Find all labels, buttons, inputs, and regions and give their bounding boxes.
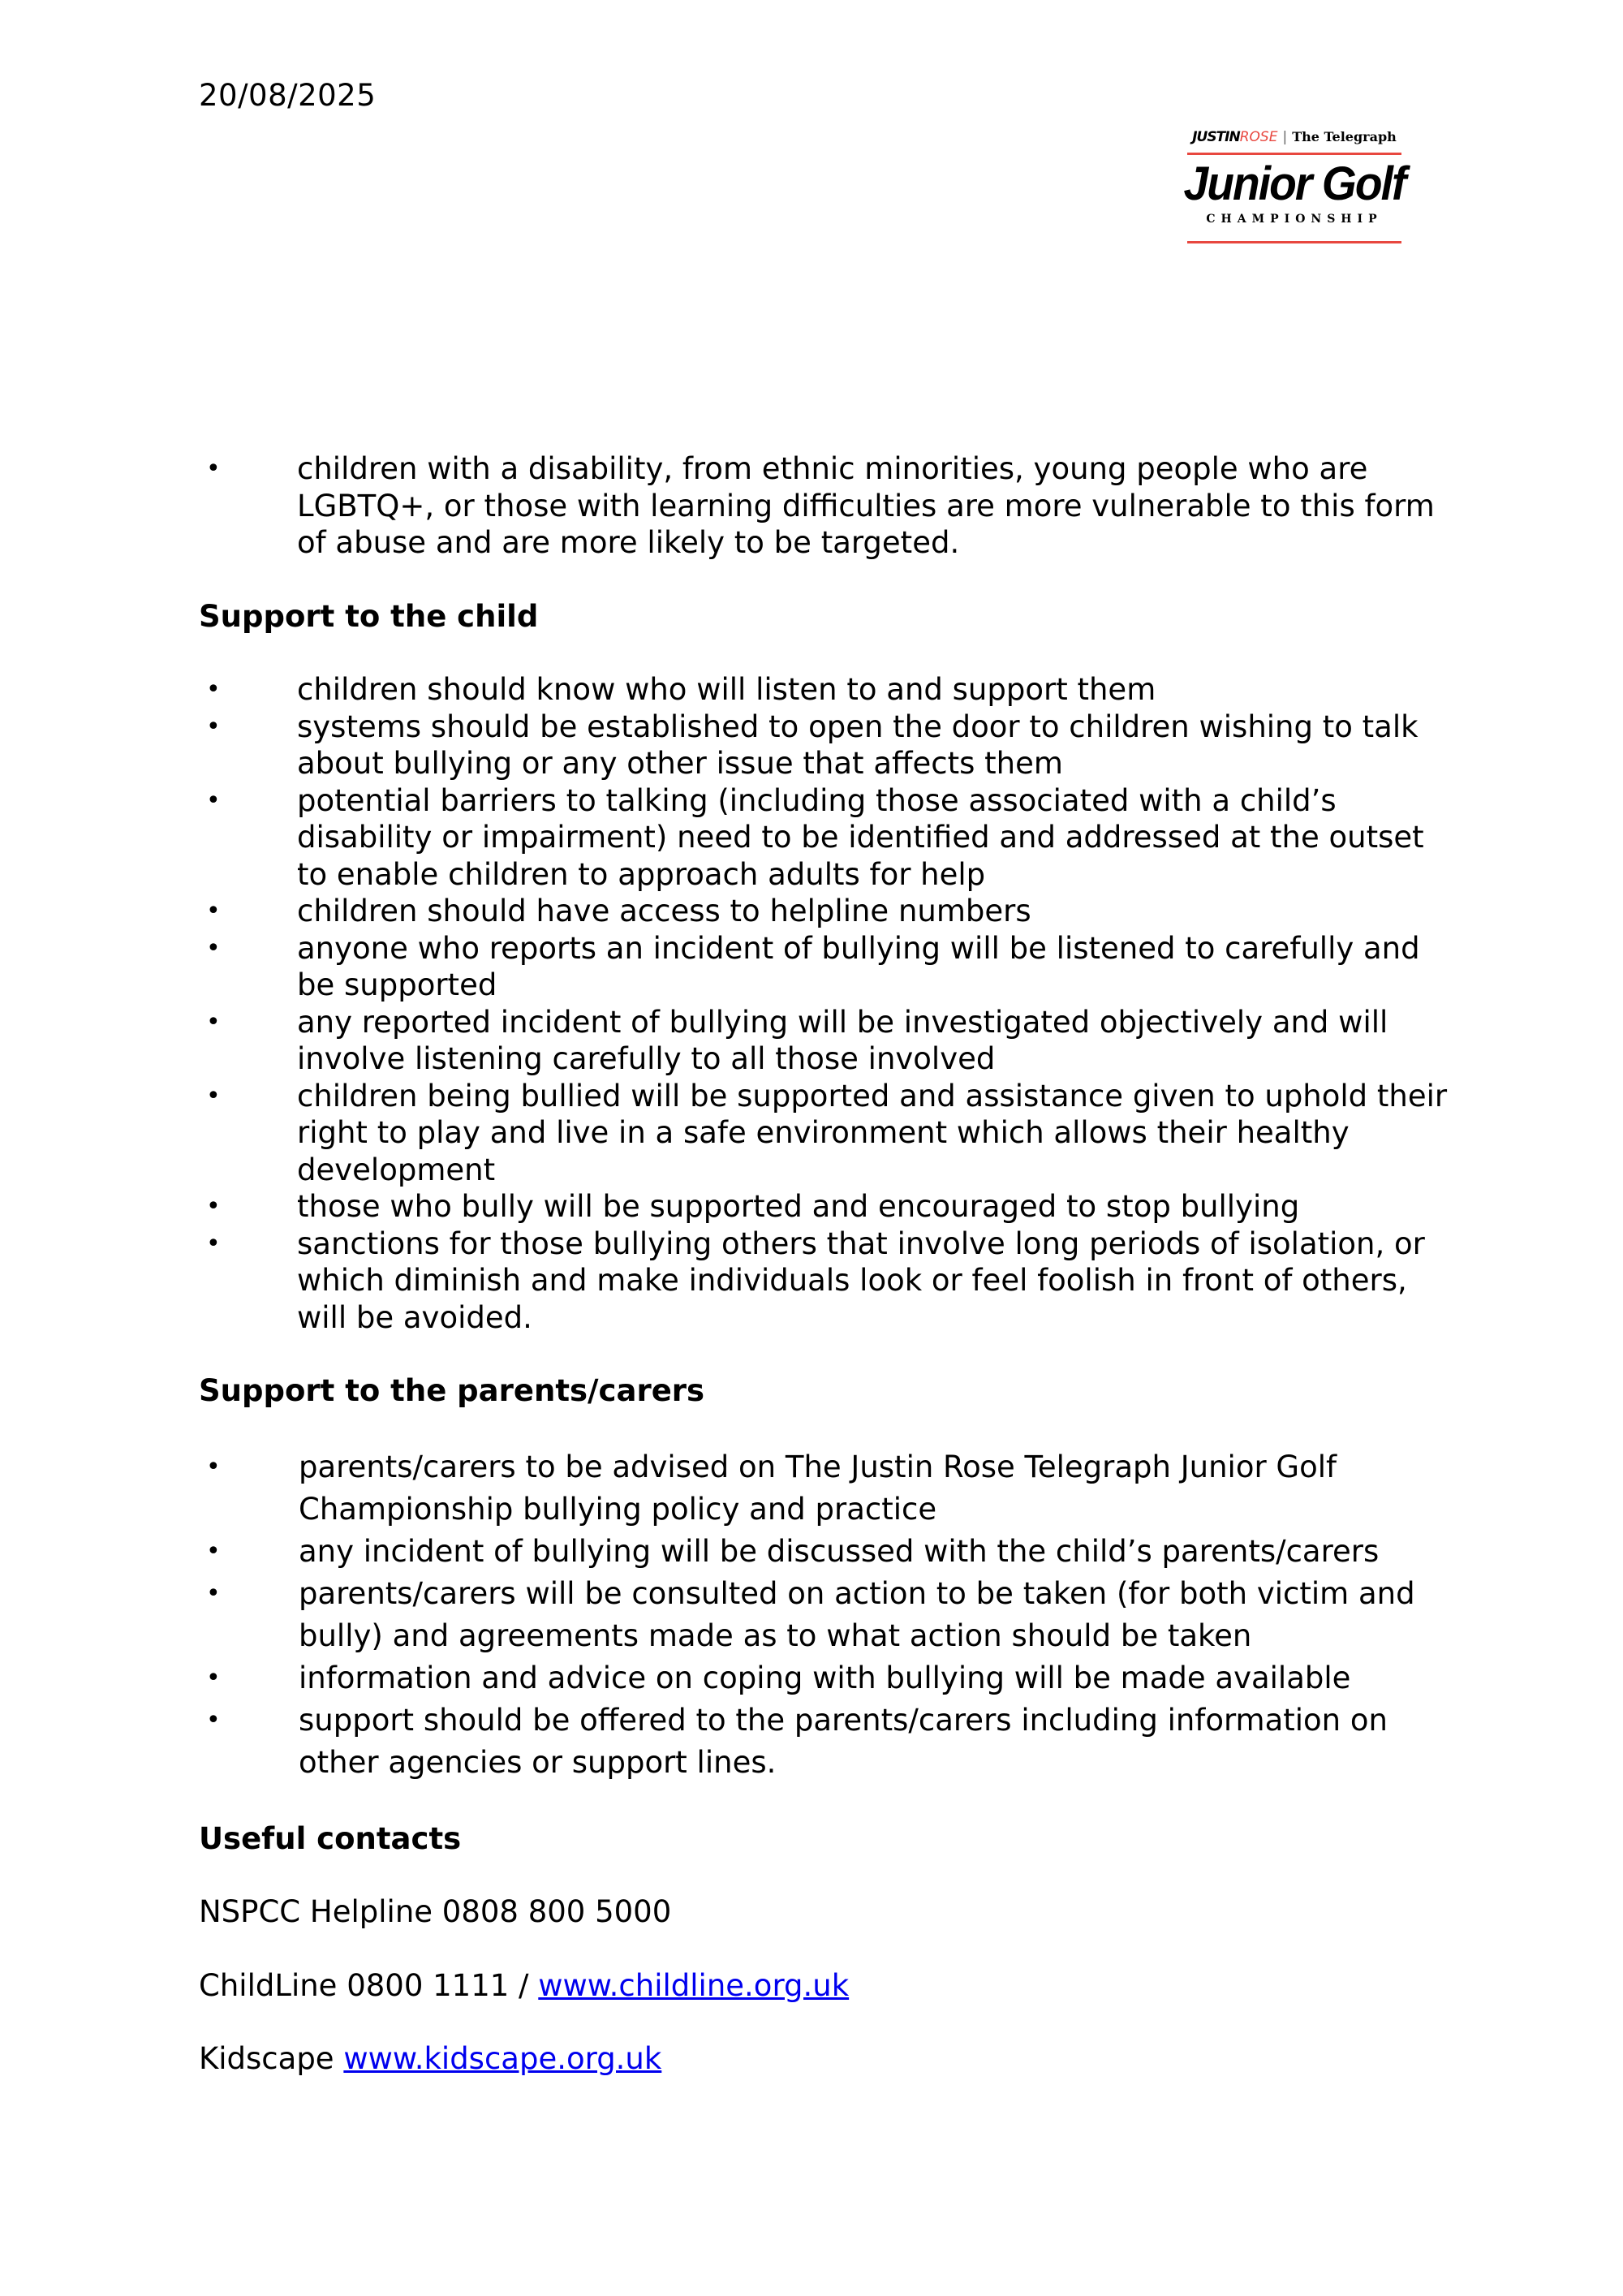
document-body	[199, 450, 1449, 2078]
list-item-text: any incident of bullying will be discussed with the child’s parents/carers	[299, 1533, 1380, 1569]
list-item	[199, 1573, 1449, 1657]
list-item-text: those who bully will be supported and encouraged to stop bullying	[297, 1189, 1300, 1224]
logo-justin-text: JUSTIN	[1192, 129, 1240, 145]
bullet-icon: •	[206, 675, 221, 704]
junior-golf-championship-logo	[1173, 128, 1416, 250]
list-item-text: children should have access to helpline numbers	[297, 894, 1031, 928]
logo-title: Junior Golf	[1183, 157, 1406, 210]
list-item-text: parents/carers will be consulted on action to be taken (for both victim and bully) and agreements made as to what action should be taken	[299, 1575, 1415, 1653]
list-item	[199, 1004, 1449, 1078]
spacer	[199, 562, 1449, 598]
logo-sponsors	[1173, 128, 1416, 146]
spacer	[199, 1410, 1449, 1446]
list-item-text: potential barriers to talking (including those associated with a child’s disability or impairment) need to be identified and addressed at the outset to enable children to approach adults for help	[297, 782, 1424, 892]
list-item-text: children with a disability, from ethnic minorities, young people who are LGBTQ+, or those with learning difficulties are more vulnerable to this form of abuse and are more likely to be targeted.	[297, 451, 1435, 560]
list-item-text: information and advice on coping with bullying will be made available	[299, 1660, 1351, 1695]
spacer	[199, 635, 1449, 671]
contact-nspcc: NSPCC Helpline 0808 800 5000	[199, 1894, 672, 1929]
spacer	[199, 1857, 1449, 1893]
list-item-text: sanctions for those bullying others that involve long periods of isolation, or which diminish and make individuals look or feel foolish in front of others, will be avoided.	[297, 1226, 1425, 1335]
bullet-icon: •	[206, 712, 221, 741]
bullet-icon: •	[206, 1536, 221, 1566]
list-item	[199, 893, 1449, 930]
list-item	[199, 1699, 1449, 1784]
bullet-icon: •	[206, 897, 221, 925]
document-date: 20/08/2025	[199, 78, 377, 113]
list-item	[199, 1188, 1449, 1226]
list-item	[199, 709, 1449, 782]
list-item-text: any reported incident of bullying will be investigated objectively and will involve listening carefully to all those involved	[297, 1004, 1388, 1076]
kidscape-link[interactable]: www.kidscape.org.uk	[343, 2041, 662, 2076]
list-item	[199, 1657, 1449, 1699]
list-item	[199, 1078, 1449, 1189]
list-item-text: support should be offered to the parents/carers including information on other agencies or support lines.	[299, 1702, 1388, 1780]
list-item-text: children being bullied will be supported and assistance given to uphold their right to play and live in a safe environment which allows their healthy development	[297, 1078, 1448, 1187]
list-item	[199, 1226, 1449, 1337]
list-item-text: systems should be established to open the door to children wishing to talk about bullying or any other issue that affects them	[297, 709, 1419, 781]
list-item-text: anyone who reports an incident of bullying will be listened to carefully and be supported	[297, 930, 1420, 1002]
bullet-icon: •	[206, 1192, 221, 1221]
bullet-icon: •	[206, 1452, 221, 1481]
kidscape-text: Kidscape	[199, 2041, 344, 2076]
list-item-text: children should know who will listen to and support them	[297, 672, 1156, 707]
logo-telegraph-text: The Telegraph	[1292, 129, 1397, 144]
childline-link[interactable]: www.childline.org.uk	[538, 1967, 850, 2003]
bullet-icon: •	[206, 1663, 221, 1692]
contact-kidscape	[199, 2040, 1449, 2078]
list-item	[199, 450, 1449, 562]
list-item	[199, 671, 1449, 709]
spacer	[199, 1784, 1449, 1820]
childline-text: ChildLine 0800 1111 /	[199, 1967, 539, 2003]
logo-bottom-rule	[1187, 241, 1401, 243]
contact-childline	[199, 1967, 1449, 2005]
bullet-icon: •	[206, 1081, 221, 1110]
list-item	[199, 930, 1449, 1004]
logo-top-rule	[1187, 153, 1401, 155]
bullet-icon: •	[206, 1579, 221, 1608]
spacer	[199, 2004, 1449, 2040]
heading-support-child: Support to the child	[199, 598, 539, 634]
heading-useful-contacts: Useful contacts	[199, 1820, 462, 1856]
parents-support-list	[199, 1446, 1449, 1784]
bullet-icon: •	[206, 933, 221, 963]
intro-bullet-list	[199, 450, 1449, 562]
bullet-icon: •	[206, 454, 221, 483]
bullet-icon: •	[206, 1007, 221, 1036]
bullet-icon: •	[206, 1229, 221, 1258]
spacer	[199, 1336, 1449, 1372]
bullet-icon: •	[206, 786, 221, 815]
heading-support-parents: Support to the parents/carers	[199, 1373, 705, 1408]
bullet-icon: •	[206, 1705, 221, 1734]
logo-subtitle: CHAMPIONSHIP	[1206, 213, 1383, 226]
list-item	[199, 782, 1449, 894]
list-item	[199, 1446, 1449, 1531]
logo-separator: |	[1282, 129, 1288, 145]
list-item-text: parents/carers to be advised on The Justin Rose Telegraph Junior Golf Championship bullying policy and practice	[299, 1449, 1337, 1527]
list-item	[199, 1531, 1449, 1573]
spacer	[199, 1931, 1449, 1967]
child-support-list	[199, 671, 1449, 1336]
logo-rose-text: ROSE	[1239, 129, 1278, 145]
